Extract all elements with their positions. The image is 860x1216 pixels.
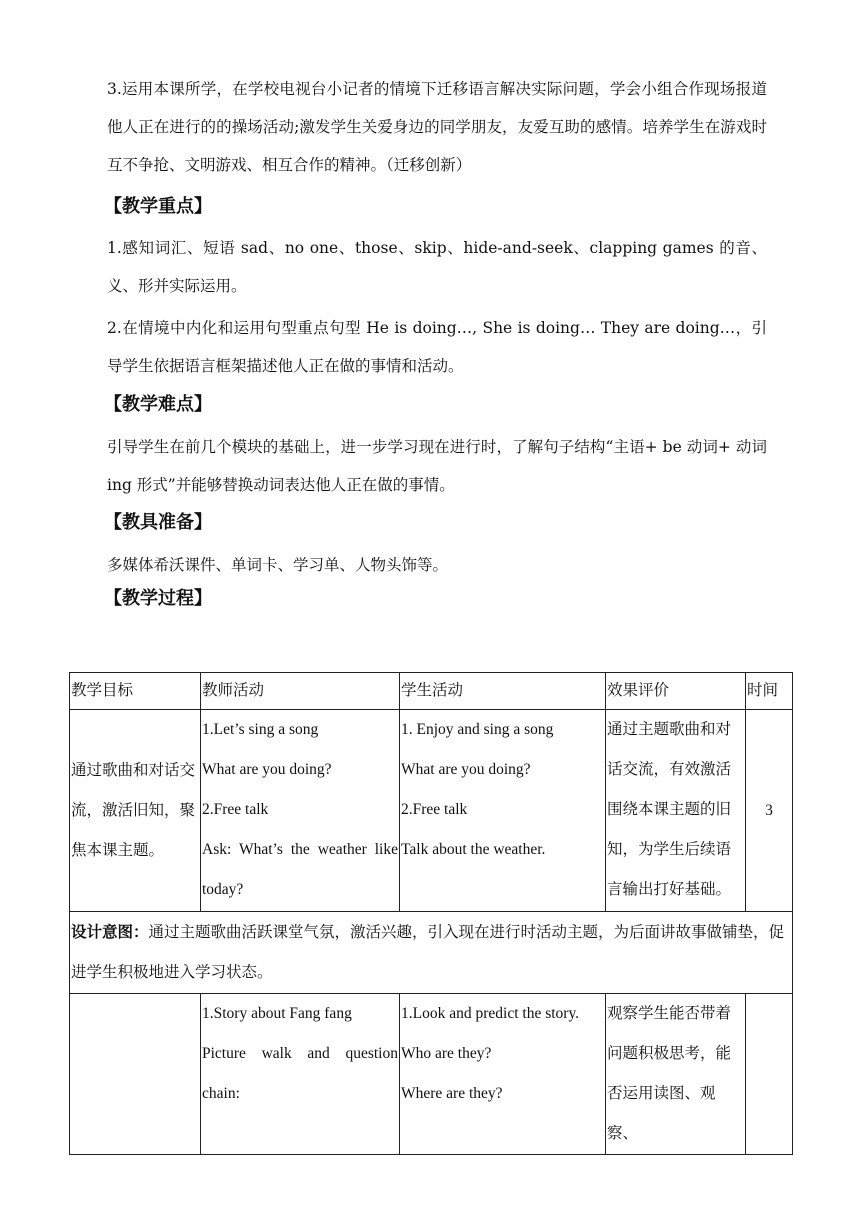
difficulty-heading: 【教学难点】 bbox=[104, 394, 212, 415]
row2-student-line: Where are they? bbox=[401, 1085, 503, 1102]
row2-student-line: 1.Look and predict the story. bbox=[401, 1005, 580, 1022]
row1-teacher-line: 2.Free talk bbox=[202, 801, 269, 818]
row1-teacher-line: Ask: What’s the weather like today? bbox=[202, 841, 398, 898]
row2-teacher-line: 1.Story about Fang fang bbox=[202, 1005, 352, 1022]
header-time: 时间 bbox=[746, 673, 793, 710]
design-intent-text: 通过主题歌曲活跃课堂气氛，激活兴趣，引入现在进行时活动主题，为后面讲故事做铺垫，促进学生积极地进入学习状态。 bbox=[71, 924, 785, 981]
row2-student-activity bbox=[400, 994, 606, 1155]
design-intent-label: 设计意图： bbox=[71, 923, 149, 941]
design-intent-row bbox=[70, 912, 793, 994]
row2-student-line: Who are they? bbox=[401, 1045, 492, 1062]
materials-heading: 【教具准备】 bbox=[104, 512, 212, 533]
row1-teacher-line: What are you doing? bbox=[202, 761, 332, 778]
header-evaluation: 效果评价 bbox=[606, 673, 746, 710]
teaching-process-table bbox=[69, 672, 793, 1155]
key-points-heading: 【教学重点】 bbox=[104, 196, 212, 217]
row1-teacher-activity bbox=[201, 710, 400, 912]
row1-student-line: 2.Free talk bbox=[401, 801, 468, 818]
difficulty-text: 引导学生在前几个模块的基础上，进一步学习现在进行时，了解句子结构“主语+ be 动词+ 动词 ing 形式”并能够替换动词表达他人正在做的事情。 bbox=[107, 438, 767, 494]
row1-time: 3 bbox=[746, 710, 793, 912]
row2-evaluation bbox=[606, 994, 746, 1155]
table-row bbox=[70, 710, 793, 912]
row2-teacher-line: Picture walk and question chain: bbox=[202, 1045, 398, 1102]
header-teaching-goal: 教学目标 bbox=[70, 673, 201, 710]
header-student-activity: 学生活动 bbox=[400, 673, 606, 710]
row2-teacher-activity bbox=[201, 994, 400, 1155]
row1-student-activity bbox=[400, 710, 606, 912]
materials-text: 多媒体希沃课件、单词卡、学习单、人物头饰等。 bbox=[107, 556, 449, 574]
key-point-2: 2.在情境中内化和运用句型重点句型 He is doing…, She is doing… They are doing…，引导学生依据语言框架描述他人正在做的事情和活动。 bbox=[107, 319, 767, 375]
row1-student-line: What are you doing? bbox=[401, 761, 531, 778]
process-heading: 【教学过程】 bbox=[104, 588, 212, 609]
header-teacher-activity: 教师活动 bbox=[201, 673, 400, 710]
row2-evaluation-text: 观察学生能否带着问题积极思考，能否运用读图、观察、 bbox=[607, 1005, 732, 1142]
row1-goal bbox=[70, 710, 201, 912]
row2-goal bbox=[70, 994, 201, 1155]
row1-evaluation bbox=[606, 710, 746, 912]
design-intent-cell bbox=[70, 912, 793, 994]
row1-student-line: 1. Enjoy and sing a song bbox=[401, 721, 554, 738]
row1-teacher-line: 1.Let’s sing a song bbox=[202, 721, 319, 738]
row1-evaluation-text: 通过主题歌曲和对话交流，有效激活围绕本课主题的旧知，为学生后续语言输出打好基础。 bbox=[607, 721, 732, 898]
table-header-row bbox=[70, 673, 793, 710]
row1-student-line: Talk about the weather. bbox=[401, 841, 546, 858]
row1-goal-text: 通过歌曲和对话交流，激活旧知，聚焦本课主题。 bbox=[71, 761, 196, 859]
table-row bbox=[70, 994, 793, 1155]
teaching-goal-3: 3.运用本课所学，在学校电视台小记者的情境下迁移语言解决实际问题，学会小组合作现场报道他人正在进行的的操场活动;激发学生关爱身边的同学朋友，友爱互助的感情。培养学生在游戏时互不争抢、文明游戏、相互合作的精神。（迁移创新） bbox=[107, 80, 767, 174]
key-point-1: 1.感知词汇、短语 sad、no one、those、skip、hide-and-seek、clapping games 的音、义、形并实际运用。 bbox=[107, 239, 767, 295]
row2-time bbox=[746, 994, 793, 1155]
